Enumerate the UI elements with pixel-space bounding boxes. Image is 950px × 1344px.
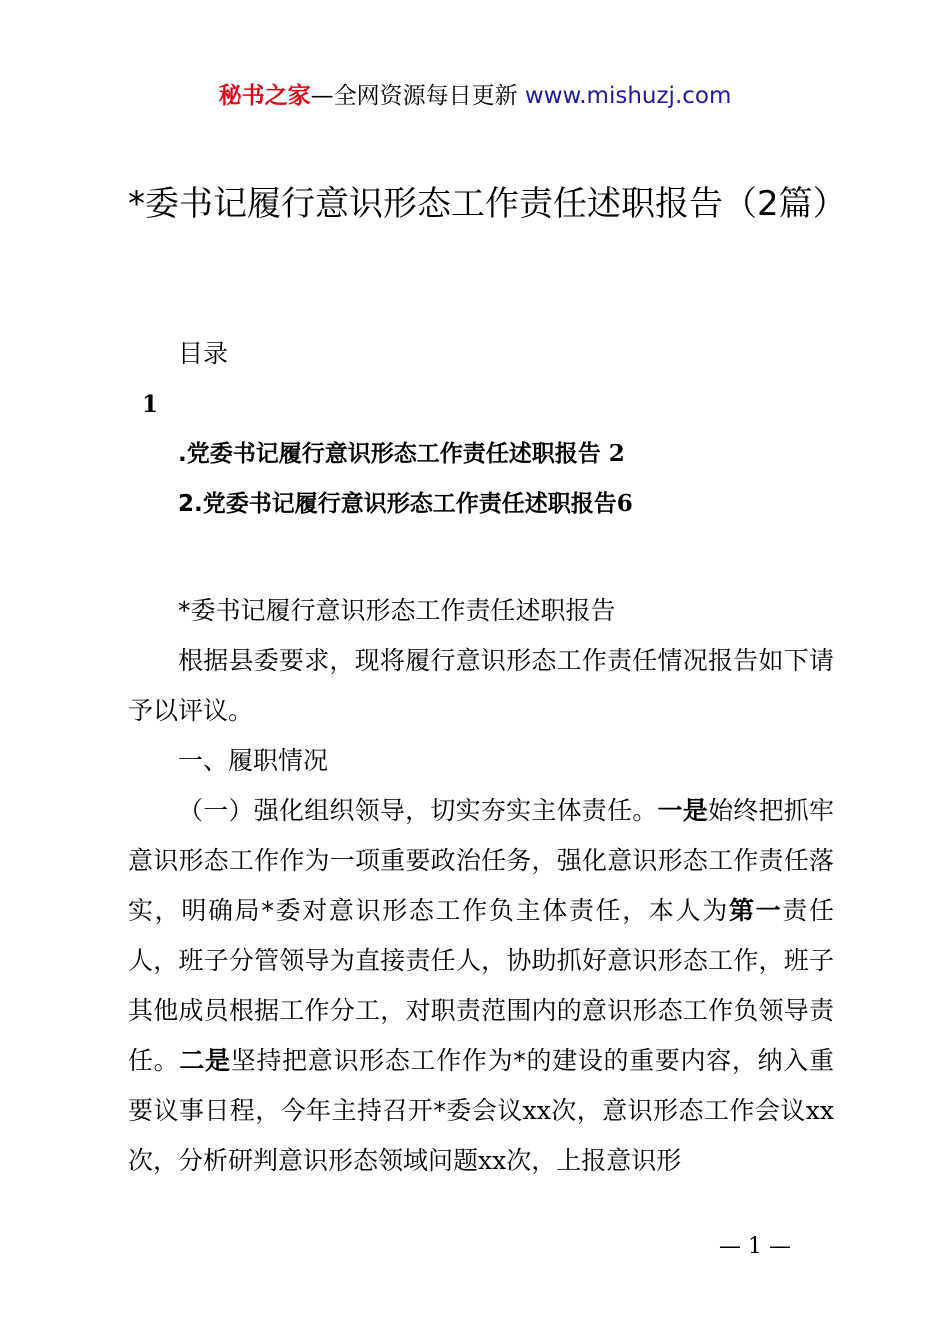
body-paragraph — [128, 786, 834, 1186]
emphasis-text: 二是 — [179, 1046, 231, 1075]
paragraph-lead: （一）强化组织领导，切实夯实主体责任。 — [178, 796, 658, 825]
paragraph-text: 次，意识形态工作会议 — [550, 1096, 806, 1125]
paragraph-text: 始终把抓牢意识形态工作作为一项重要政治任务，强化意识形态工作责任落实，明确局*委对意识形态工作负主体责任，本人为 — [128, 796, 834, 925]
emphasis-text: 一是 — [657, 796, 709, 825]
toc-item-page: 2 — [608, 440, 625, 467]
placeholder-count: xx — [805, 1096, 834, 1125]
placeholder-count: xx — [478, 1146, 507, 1175]
paragraph-text: 次，上报意识形 — [506, 1146, 682, 1175]
paragraph-text: 责任人，班子分管领导为直接责任人，协助抓好意识形态工作，班子其他成员根据工作分工，对职责范围内的意识形态工作负领导责任。 — [128, 896, 834, 1075]
toc-number: 1 — [142, 391, 159, 418]
paragraph-text: 坚持把意识形态工作作为*的建设的重要内容，纳入重要议事日程，今年主持召开*委会议 — [128, 1046, 834, 1125]
banner-tagline: —全网资源每日更新 — [310, 83, 525, 109]
toc-item[interactable] — [178, 487, 633, 521]
site-banner — [0, 80, 950, 112]
page-number: — 1 — — [719, 1234, 791, 1259]
placeholder-count: xx — [522, 1096, 551, 1125]
toc-item[interactable] — [178, 437, 625, 471]
intro-paragraph: 根据县委要求，现将履行意识形态工作责任情况报告如下请予以评议。 — [128, 646, 834, 725]
body-subtitle: *委书记履行意识形态工作责任述职报告 — [178, 596, 616, 625]
document-body — [128, 586, 834, 1186]
document-title: *委书记履行意识形态工作责任述职报告（2篇） — [128, 184, 847, 224]
toc-item-page: 6 — [616, 490, 633, 517]
brand-name: 秘书之家 — [218, 83, 311, 109]
site-url-link[interactable]: www.mishuzj.com — [524, 83, 732, 109]
toc-heading: 目录 — [178, 339, 229, 368]
emphasis-text: 第一 — [728, 896, 783, 925]
toc-item-label: 2.党委书记履行意识形态工作责任述职报告 — [178, 491, 617, 517]
paragraph-text: 次，分析研判意识形态领域问题 — [128, 1146, 479, 1175]
section-heading: 一、履职情况 — [178, 746, 329, 775]
toc-item-label: .党委书记履行意识形态工作责任述职报告 — [178, 441, 609, 467]
